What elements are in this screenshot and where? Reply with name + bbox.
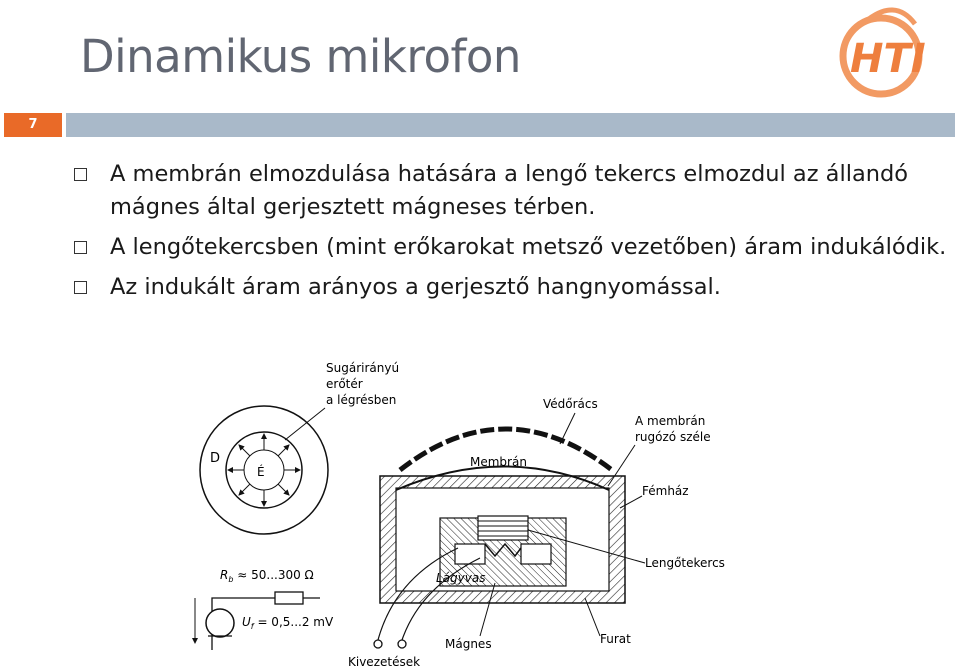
soft-iron-left	[455, 544, 485, 564]
bullet-list	[72, 158, 952, 311]
label-radial-field: erőtér	[326, 377, 363, 391]
bullet-text: A lengőtekercsben (mint erőkarokat metsző vezetőben) áram indukálódik.	[110, 234, 947, 260]
label-radial-field: a légrésben	[326, 393, 397, 407]
label-guard: Védőrács	[543, 397, 598, 411]
rb-value: ≈ 50...300 Ω	[233, 568, 314, 582]
label-membrane-edge: A membrán	[635, 414, 706, 428]
checkbox-bullet-icon	[74, 281, 87, 294]
rb-symbol: R	[220, 568, 229, 582]
label-radial-field: Sugárirányú	[326, 361, 400, 375]
bullet-text: Az indukált áram arányos a gerjesztő hangnyomással.	[110, 274, 721, 300]
circuit	[195, 568, 334, 650]
label-hole: Furat	[600, 632, 631, 646]
header-bar	[66, 113, 955, 137]
label-membrane-edge: rugózó széle	[635, 430, 711, 444]
uf-sub: f	[250, 622, 254, 631]
field-circle	[200, 406, 328, 534]
bullet-item	[72, 158, 952, 224]
hti-logo	[835, 2, 935, 110]
uf-symbol: U	[242, 615, 251, 629]
slide-number: 7	[4, 113, 62, 137]
svg-text:Rb ≈ 50...300 Ω	[220, 568, 314, 584]
rb-sub: b	[228, 575, 234, 584]
page-title: Dinamikus mikrofon	[80, 30, 521, 83]
bullet-item	[72, 231, 952, 264]
checkbox-bullet-icon	[74, 168, 87, 181]
bullet-text: A membrán elmozdulása hatására a lengő tekercs elmozdul az állandó mágnes által gerjesztett mágneses térben.	[110, 161, 909, 220]
label-d: D	[210, 451, 221, 466]
label-coil: Lengőtekercs	[645, 556, 725, 570]
label-soft-iron: Lágyvas	[436, 571, 486, 585]
uf-value: = 0,5...2 mV	[253, 615, 334, 629]
lead-terminal	[374, 640, 382, 648]
bullet-item	[72, 271, 952, 304]
microphone-diagram	[180, 358, 755, 670]
label-leads: Kivezetések	[348, 655, 421, 669]
logo-text: HTI	[850, 36, 926, 82]
voice-coil	[478, 516, 528, 540]
label-e: É	[257, 465, 265, 479]
label-magnet: Mágnes	[445, 637, 492, 651]
label-membrane: Membrán	[470, 455, 527, 469]
soft-iron-right	[521, 544, 551, 564]
lead-terminal	[398, 640, 406, 648]
svg-text:Uf = 0,5...2 mV	[242, 615, 334, 631]
checkbox-bullet-icon	[74, 241, 87, 254]
label-housing: Fémház	[642, 484, 689, 498]
